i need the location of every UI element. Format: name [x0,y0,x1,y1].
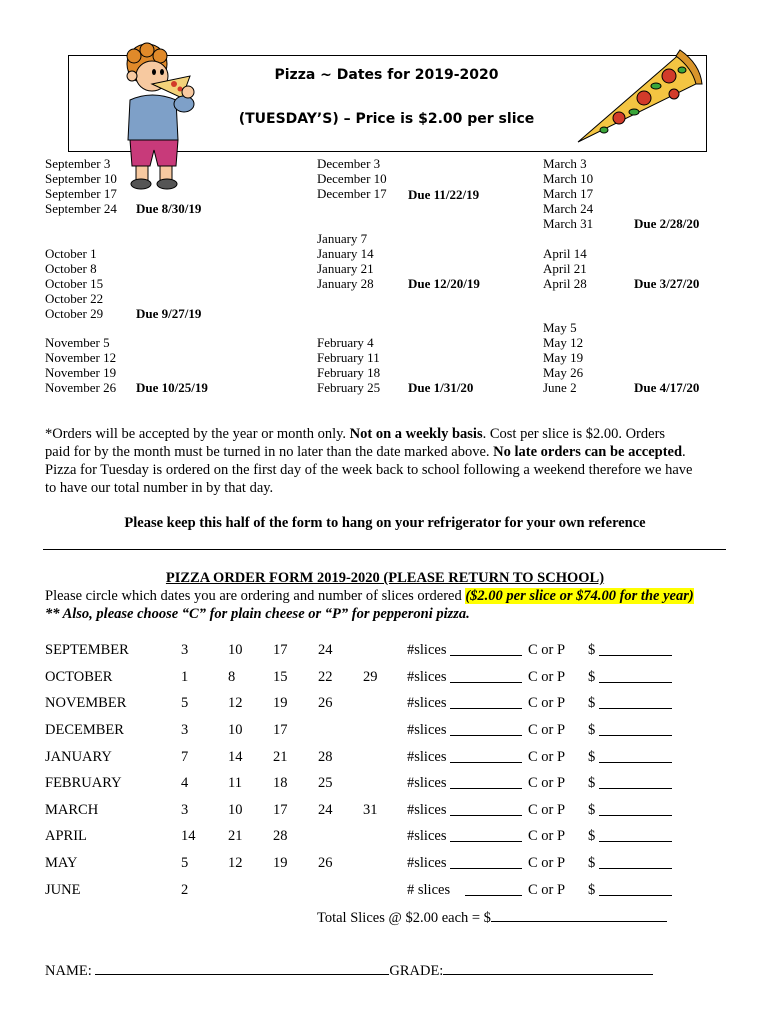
dollar-label: $ [588,749,596,765]
month-label: SEPTEMBER [45,642,129,658]
date-item: March 31 [543,216,594,231]
dollar-label: $ [588,882,596,898]
date-option[interactable]: 24 [318,802,333,818]
jan-dates [317,231,374,291]
name-field[interactable] [95,962,389,975]
name-label: NAME: [45,963,92,979]
slices-field[interactable] [450,868,522,869]
date-item: September 24 [45,201,117,216]
note-text: *Orders will be accepted by the year or month only. [45,426,350,442]
date-item: December 3 [317,156,381,171]
date-item: March 10 [543,171,594,186]
amount-field[interactable] [599,868,672,869]
total-field[interactable] [491,909,667,922]
date-item: April 21 [543,261,587,276]
date-item: December 10 [317,171,387,186]
keep-reference-note: Please keep this half of the form to hang on your refrigerator for your own reference [124,515,646,531]
may-due: Due 4/17/20 [634,380,700,395]
date-item: January 7 [317,231,368,246]
date-option[interactable]: 5 [181,855,189,871]
date-option[interactable]: 11 [228,775,242,791]
note-text: to have our total number in by that day. [45,480,274,496]
note-text: . [682,444,686,460]
date-option[interactable]: 25 [318,775,333,791]
date-item: May 5 [543,320,577,335]
slices-field[interactable] [450,682,522,683]
date-item: October 1 [45,246,97,261]
date-option[interactable]: 26 [318,855,333,871]
date-option[interactable]: 3 [181,802,189,818]
boy-eating-pizza-icon [112,42,212,192]
oct-due: Due 9/27/19 [136,306,202,321]
date-option[interactable]: 22 [318,669,333,685]
date-item: September 17 [45,186,117,201]
amount-field[interactable] [599,735,672,736]
date-item: November 5 [45,335,110,350]
nov-dates [45,335,116,395]
form-instructions-2: ** Also, please choose “C” for plain cheese or “P” for pepperoni pizza. [45,606,470,622]
may-dates [543,320,583,395]
month-label: JUNE [45,882,81,898]
date-item: January 14 [317,246,374,261]
date-option[interactable]: 18 [273,775,288,791]
dollar-label: $ [588,695,596,711]
jan-due: Due 12/20/19 [408,276,480,291]
slices-label: #slices [407,749,447,765]
cheese-or-pepperoni[interactable]: C or P [528,695,566,711]
cheese-or-pepperoni[interactable]: C or P [528,828,566,844]
cheese-or-pepperoni[interactable]: C or P [528,802,566,818]
date-item: February 4 [317,335,374,350]
date-option[interactable]: 8 [228,669,236,685]
amount-field[interactable] [599,788,672,789]
date-option[interactable]: 21 [273,749,288,765]
slices-field[interactable] [465,895,522,896]
page-subtitle: (TUESDAY’S) – Price is $2.00 per slice [238,111,535,127]
date-item: October 15 [45,276,104,291]
date-option[interactable]: 2 [181,882,189,898]
slices-label: #slices [407,695,447,711]
page-title: Pizza ~ Dates for 2019-2020 [274,67,499,83]
slices-label: # slices [407,882,451,898]
slices-field[interactable] [450,655,522,656]
apr-dates [543,246,587,291]
date-option[interactable]: 15 [273,669,288,685]
cheese-or-pepperoni[interactable]: C or P [528,775,566,791]
order-note [45,425,745,497]
amount-field[interactable] [599,841,672,842]
form-instructions [45,588,694,605]
feb-due: Due 1/31/20 [408,380,474,395]
date-option[interactable]: 17 [273,642,288,658]
date-item: November 19 [45,365,117,380]
note-text: paid for by the month must be turned in no later than the date marked above. [45,444,494,460]
month-label: MARCH [45,802,99,818]
slices-field[interactable] [450,735,522,736]
note-text: . Cost per slice is $2.00. Orders [482,426,666,442]
form-title: PIZZA ORDER FORM 2019-2020 (PLEASE RETURN TO SCHOOL) [165,570,605,586]
price-highlight: ($2.00 per slice or $74.00 for the year) [465,588,694,604]
slices-label: #slices [407,642,447,658]
grade-label: GRADE: [389,963,444,979]
date-item: November 26 [45,380,117,395]
date-item: March 17 [543,186,594,201]
date-option[interactable]: 10 [228,642,243,658]
date-option[interactable]: 5 [181,695,189,711]
date-item: January 28 [317,276,374,291]
mar-dates [543,156,593,231]
slices-field[interactable] [450,815,522,816]
date-item: December 17 [317,186,387,201]
date-option[interactable]: 21 [228,828,243,844]
dollar-label: $ [588,722,596,738]
date-item: September 10 [45,171,117,186]
date-option[interactable]: 3 [181,642,189,658]
slices-label: #slices [407,669,447,685]
amount-field[interactable] [599,708,672,709]
dollar-label: $ [588,642,596,658]
dollar-label: $ [588,828,596,844]
month-label: NOVEMBER [45,695,127,711]
feb-dates [317,335,380,395]
amount-field[interactable] [599,815,672,816]
slices-field[interactable] [450,708,522,709]
date-item: May 26 [543,365,584,380]
date-item: October 22 [45,291,104,306]
date-item: February 25 [317,380,381,395]
date-option[interactable]: 3 [181,722,189,738]
slices-label: #slices [407,775,447,791]
date-option[interactable]: 28 [273,828,288,844]
date-option[interactable]: 19 [273,855,288,871]
date-item: May 12 [543,335,584,350]
date-item: March 24 [543,201,594,216]
month-label: APRIL [45,828,87,844]
dec-due: Due 11/22/19 [408,187,480,202]
date-option[interactable]: 29 [363,669,378,685]
pizza-slice-icon [574,46,704,146]
date-item: October 29 [45,306,104,321]
date-option[interactable]: 12 [228,695,243,711]
total-label: Total Slices @ $2.00 each = $ [317,910,491,926]
slices-label: #slices [407,802,447,818]
dollar-label: $ [588,775,596,791]
date-item: April 14 [543,246,587,261]
month-label: OCTOBER [45,669,113,685]
instruction-text: Please circle which dates you are ordering and number of slices ordered [45,588,466,604]
month-label: FEBRUARY [45,775,122,791]
date-item: November 12 [45,350,117,365]
slices-label: #slices [407,855,447,871]
cheese-or-pepperoni[interactable]: C or P [528,669,566,685]
month-label: JANUARY [45,749,112,765]
amount-field[interactable] [599,895,672,896]
tear-divider [43,549,726,550]
cheese-or-pepperoni[interactable]: C or P [528,722,566,738]
date-option[interactable]: 24 [318,642,333,658]
date-option[interactable]: 14 [181,828,196,844]
grade-field[interactable] [443,962,653,975]
date-item: June 2 [543,380,577,395]
date-option[interactable]: 4 [181,775,189,791]
cheese-or-pepperoni[interactable]: C or P [528,642,566,658]
nov-due: Due 10/25/19 [136,380,208,395]
date-item: January 21 [317,261,374,276]
amount-field[interactable] [599,655,672,656]
date-option[interactable]: 10 [228,802,243,818]
name-grade-line [45,962,653,980]
total-line [317,909,667,927]
month-label: MAY [45,855,78,871]
date-option[interactable]: 14 [228,749,243,765]
date-item: April 28 [543,276,587,291]
cheese-or-pepperoni[interactable]: C or P [528,882,566,898]
date-option[interactable]: 12 [228,855,243,871]
slices-field[interactable] [450,788,522,789]
date-item: May 19 [543,350,584,365]
date-option[interactable]: 7 [181,749,189,765]
slices-field[interactable] [450,841,522,842]
note-emphasis: No late orders can be accepted [493,444,683,460]
sep-due: Due 8/30/19 [136,201,202,216]
dollar-label: $ [588,669,596,685]
date-option[interactable]: 17 [273,802,288,818]
date-item: October 8 [45,261,97,276]
cheese-or-pepperoni[interactable]: C or P [528,855,566,871]
dec-dates [317,156,387,201]
date-option[interactable]: 26 [318,695,333,711]
slices-label: #slices [407,828,447,844]
amount-field[interactable] [599,762,672,763]
mar-due: Due 2/28/20 [634,216,700,231]
date-option[interactable]: 10 [228,722,243,738]
slices-label: #slices [407,722,447,738]
note-text: Pizza for Tuesday is ordered on the first day of the week back to school following a weekend therefore we have [45,462,693,478]
note-emphasis: Not on a weekly basis [349,426,483,442]
sep-dates [45,156,117,216]
date-option[interactable]: 1 [181,669,189,685]
date-item: September 3 [45,156,111,171]
cheese-or-pepperoni[interactable]: C or P [528,749,566,765]
date-option[interactable]: 19 [273,695,288,711]
date-item: February 11 [317,350,380,365]
dollar-label: $ [588,855,596,871]
date-option[interactable]: 28 [318,749,333,765]
date-option[interactable]: 17 [273,722,288,738]
slices-field[interactable] [450,762,522,763]
date-option[interactable]: 31 [363,802,378,818]
oct-dates [45,246,103,321]
apr-due: Due 3/27/20 [634,276,700,291]
amount-field[interactable] [599,682,672,683]
date-item: March 3 [543,156,587,171]
dollar-label: $ [588,802,596,818]
date-item: February 18 [317,365,381,380]
month-label: DECEMBER [45,722,124,738]
